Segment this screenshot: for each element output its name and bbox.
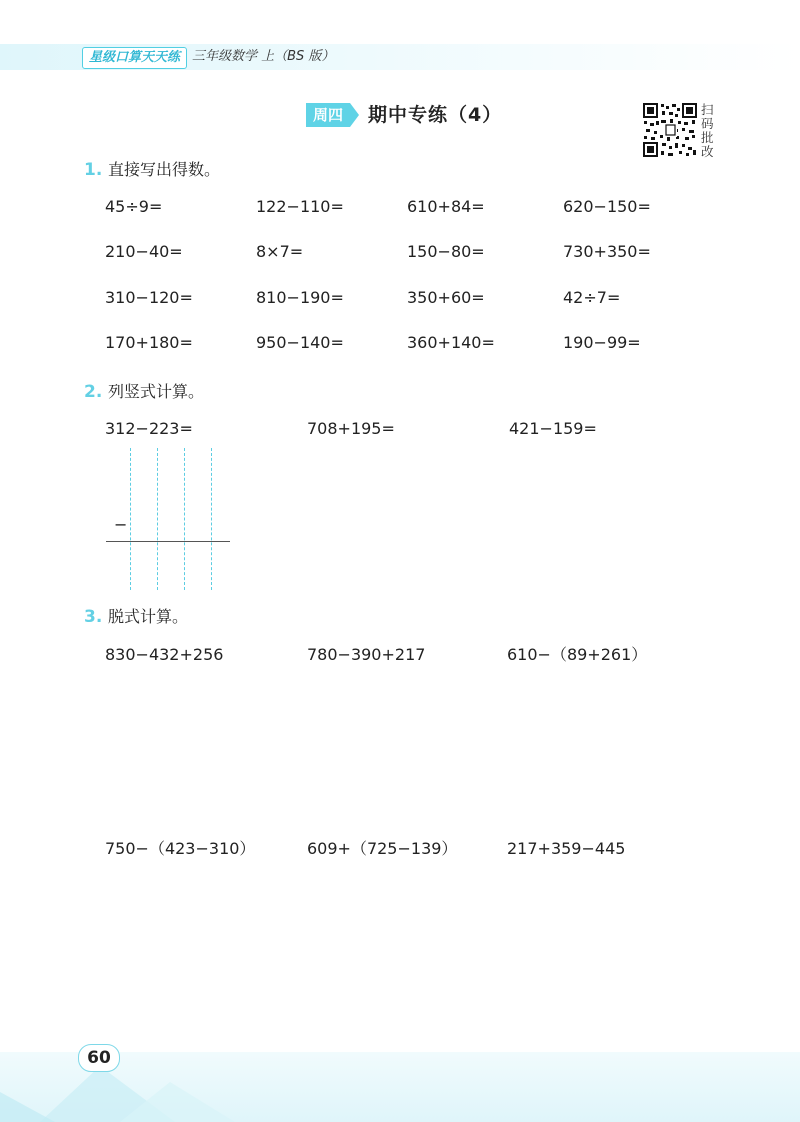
- series-brand: 星级口算天天练: [82, 47, 187, 69]
- vertical-calc-problem: 421−159=: [509, 419, 597, 438]
- vertical-calc-problem: 312−223=: [105, 419, 193, 438]
- oral-problem: 190−99=: [563, 333, 641, 352]
- oral-problem: 360+140=: [407, 333, 495, 352]
- book-subject: 三年级数学 上（BS 版）: [192, 49, 335, 64]
- oral-problem: 170+180=: [105, 333, 193, 352]
- scan-to-grade-label: 扫 码 批 改: [701, 102, 714, 159]
- section-2-title: 列竖式计算。: [108, 382, 205, 401]
- digit-guide-line: [130, 448, 131, 590]
- step-calc-problem: 780−390+217: [307, 645, 426, 664]
- oral-problem: 42÷7=: [563, 288, 621, 307]
- minus-sign: −: [114, 515, 128, 534]
- step-calc-problem: 609+（725−139）: [307, 839, 458, 858]
- oral-problem: 950−140=: [256, 333, 344, 352]
- section-1-number: 1.: [84, 160, 103, 180]
- section-3-title: 脱式计算。: [108, 607, 189, 626]
- oral-problem: 310−120=: [105, 288, 193, 307]
- oral-problem: 8×7=: [256, 242, 304, 261]
- oral-problem: 730+350=: [563, 242, 651, 261]
- day-tag: 周四: [306, 103, 350, 127]
- oral-problem: 210−40=: [105, 242, 183, 261]
- oral-problem: 620−150=: [563, 197, 651, 216]
- day-tag-arrow: [350, 103, 359, 127]
- qr-code-icon[interactable]: [642, 102, 698, 158]
- footer-decoration: [0, 1052, 800, 1122]
- page-number: 60: [78, 1044, 120, 1072]
- oral-problem: 610+84=: [407, 197, 485, 216]
- digit-guide-line: [211, 448, 212, 590]
- oral-problem: 350+60=: [407, 288, 485, 307]
- section-3-number: 3.: [84, 607, 103, 627]
- digit-guide-line: [184, 448, 185, 590]
- section-1-title: 直接写出得数。: [108, 160, 221, 179]
- oral-problem: 122−110=: [256, 197, 344, 216]
- vertical-calc-problem: 708+195=: [307, 419, 395, 438]
- page-title: 期中专练（4）: [368, 104, 503, 126]
- calc-underline: [106, 541, 230, 542]
- section-2-number: 2.: [84, 382, 103, 402]
- digit-guide-line: [157, 448, 158, 590]
- step-calc-problem: 830−432+256: [105, 645, 224, 664]
- step-calc-problem: 750−（423−310）: [105, 839, 256, 858]
- oral-problem: 45÷9=: [105, 197, 163, 216]
- step-calc-problem: 610−（89+261）: [507, 645, 648, 664]
- step-calc-problem: 217+359−445: [507, 839, 626, 858]
- oral-problem: 150−80=: [407, 242, 485, 261]
- oral-problem: 810−190=: [256, 288, 344, 307]
